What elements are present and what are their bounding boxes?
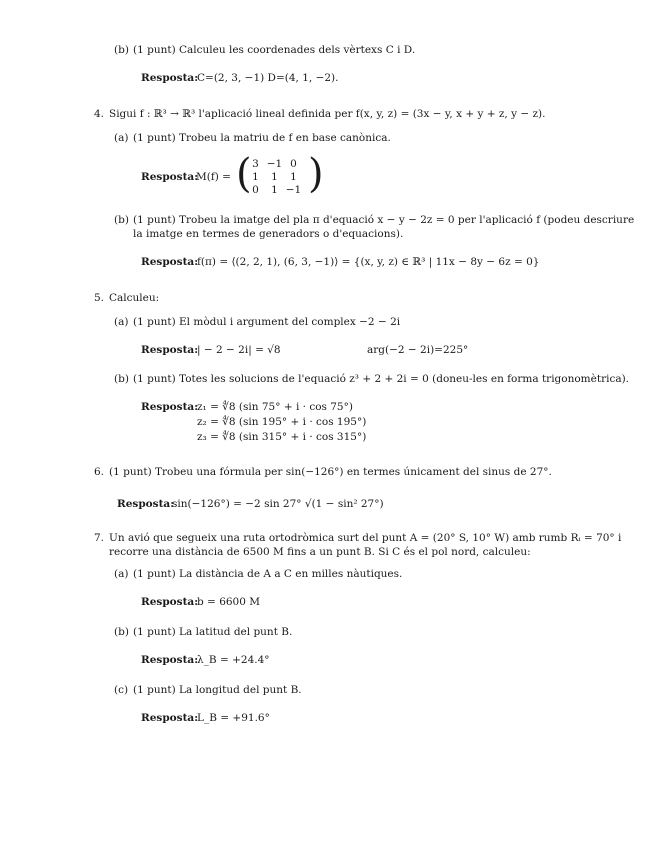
q7-b-answer: λ_B = +24.4° — [197, 654, 270, 666]
q4-b-answer: f(π) = ⟨(2, 2, 1), (6, 3, −1)⟩ = {(x, y, z) ∈ ℝ³ | 11x − 8y − 6z = 0} — [197, 256, 540, 268]
matrix-right-paren: ) — [308, 151, 324, 197]
q4-b-text-line1: (1 punt) Trobeu la imatge del pla π d'equació x − y − 2z = 0 per l'aplicació f (podeu descriure — [133, 214, 635, 226]
matrix-row — [246, 158, 303, 170]
q3-b-text: (1 punt) Calculeu les coordenades dels vèrtexs C i D. — [133, 44, 416, 56]
matrix-f — [236, 151, 324, 198]
q7-c-label: (c) — [114, 684, 129, 696]
q5-solution-3: z₃ = ∜8 (sin 315° + i · cos 315°) — [197, 431, 367, 443]
q7-a-label: (a) — [114, 568, 129, 580]
q7-b-text: (1 punt) La latitud del punt B. — [133, 626, 293, 638]
q7-c-answer: L_B = +91.6° — [197, 712, 270, 724]
q5-a-text: (1 punt) El mòdul i argument del complex −2 − 2i — [133, 316, 401, 328]
matrix-cell: 1 — [252, 171, 259, 183]
matrix-cell: 1 — [290, 171, 297, 183]
matrix-cell: 1 — [271, 171, 278, 183]
q5-number: 5. — [94, 292, 105, 304]
q5-intro: Calculeu: — [109, 292, 160, 304]
matrix-cell: 0 — [252, 184, 259, 196]
q7-number: 7. — [94, 532, 105, 544]
q7-a-answer: b = 6600 M — [197, 596, 261, 608]
matrix-cell: 0 — [290, 158, 297, 170]
q5-a-label: (a) — [114, 316, 129, 328]
q7-b-label: (b) — [114, 626, 129, 638]
q7-intro-line1: Un avió que segueix una ruta ortodròmica surt del punt A = (20° S, 10° W) amb rumb Rᵢ = 70° i — [109, 532, 622, 544]
q4-a-label: (a) — [114, 132, 129, 144]
matrix-cell: −1 — [285, 184, 302, 196]
q4-b-answer-label: Resposta: — [141, 256, 199, 268]
q4-intro: Sigui f : ℝ³ → ℝ³ l'aplicació lineal definida per f(x, y, z) = (3x − y, x + y + z, y − z). — [109, 108, 546, 120]
matrix-row — [246, 171, 303, 183]
q5-b-label: (b) — [114, 373, 129, 385]
matrix-row — [246, 184, 303, 196]
q4-a-answer-prefix: M(f) = — [196, 171, 231, 183]
q3-b-answer: C=(2, 3, −1) D=(4, 1, −2). — [197, 72, 339, 84]
q5-b-text: (1 punt) Totes les solucions de l'equació z³ + 2 + 2i = 0 (doneu-les en forma trigonomètrica). — [133, 373, 630, 385]
q4-b-label: (b) — [114, 214, 129, 226]
q4-number: 4. — [94, 108, 105, 120]
q6-answer-label: Resposta: — [117, 498, 175, 510]
q5-b-answer-label: Resposta: — [141, 401, 199, 413]
q7-a-text: (1 punt) La distància de A a C en milles nàutiques. — [133, 568, 403, 580]
q5-a-answer-mod: | − 2 − 2i| = √8 — [197, 344, 281, 356]
q5-a-answer-label: Resposta: — [141, 344, 199, 356]
q7-a-answer-label: Resposta: — [141, 596, 199, 608]
q7-c-answer-label: Resposta: — [141, 712, 199, 724]
q5-a-answer-arg: arg(−2 − 2i)=225° — [367, 344, 469, 356]
q4-a-answer-label: Resposta: — [141, 171, 199, 183]
matrix-cell: 1 — [271, 184, 278, 196]
q3-b-answer-label: Resposta: — [141, 72, 199, 84]
q3-b-label: (b) — [114, 44, 129, 56]
q4-b-text-line2: la imatge en termes de generadors o d'equacions). — [133, 228, 404, 240]
q7-c-text: (1 punt) La longitud del punt B. — [133, 684, 302, 696]
q6-number: 6. — [94, 466, 105, 478]
matrix-cell: −1 — [266, 158, 283, 170]
q7-b-answer-label: Resposta: — [141, 654, 199, 666]
q6-text: (1 punt) Trobeu una fórmula per sin(−126°) en termes únicament del sinus de 27°. — [109, 466, 552, 478]
matrix-left-paren: ( — [236, 151, 252, 197]
q5-solution-2: z₂ = ∜8 (sin 195° + i · cos 195°) — [197, 416, 367, 428]
q4-a-text: (1 punt) Trobeu la matriu de f en base canònica. — [133, 132, 391, 144]
q6-answer: sin(−126°) = −2 sin 27° √(1 − sin² 27°) — [172, 498, 384, 510]
matrix-cell: 3 — [252, 158, 259, 170]
q7-intro-line2: recorre una distància de 6500 M fins a un punt B. Si C és el pol nord, calculeu: — [109, 546, 531, 558]
q5-solution-1: z₁ = ∜8 (sin 75° + i · cos 75°) — [197, 401, 353, 413]
